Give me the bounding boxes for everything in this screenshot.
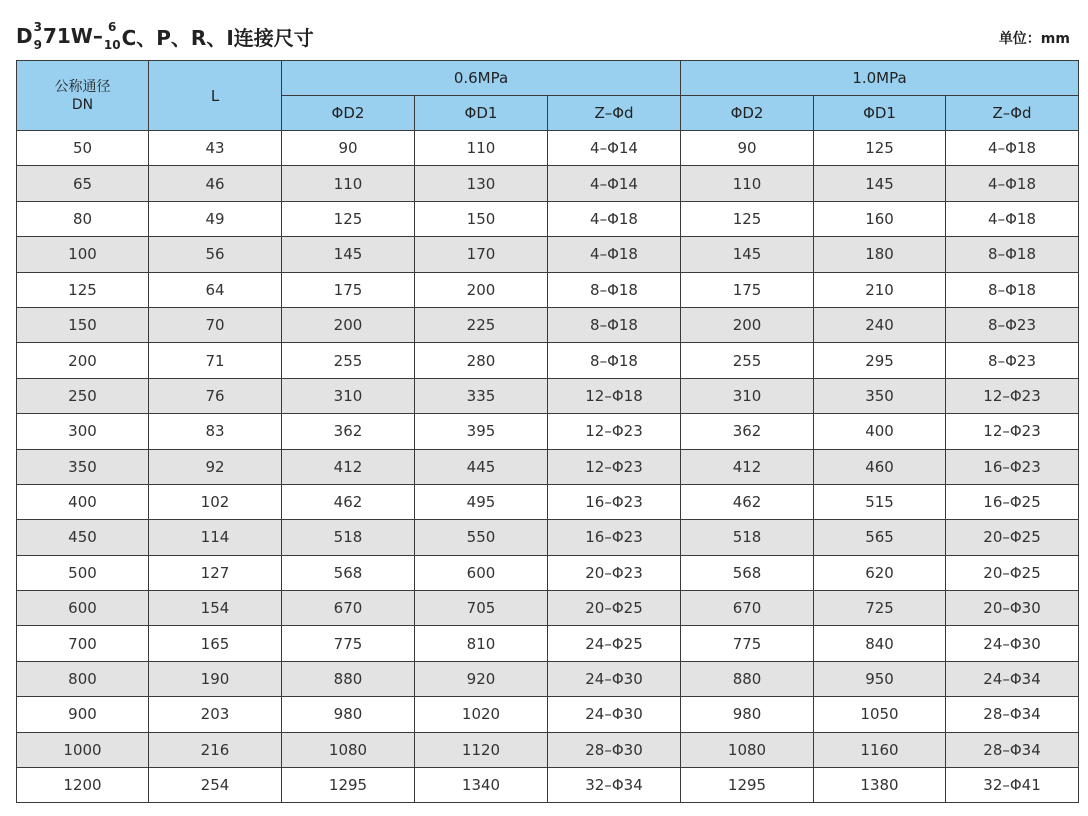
table-row xyxy=(17,484,1079,519)
table-cell: 145 xyxy=(681,237,814,272)
table-cell: 12–Φ18 xyxy=(548,378,681,413)
table-cell: 1050 xyxy=(814,697,946,732)
table-cell: 12–Φ23 xyxy=(548,414,681,449)
table-cell: 28–Φ34 xyxy=(946,732,1079,767)
table-cell: 980 xyxy=(681,697,814,732)
table-cell: 4–Φ18 xyxy=(946,201,1079,236)
table-cell: 24–Φ25 xyxy=(548,626,681,661)
table-cell: 16–Φ23 xyxy=(548,520,681,555)
table-cell: 12–Φ23 xyxy=(548,449,681,484)
table-cell: 90 xyxy=(681,131,814,166)
title-prefix: D xyxy=(16,24,33,48)
dimension-table xyxy=(16,60,1079,803)
table-cell: 565 xyxy=(814,520,946,555)
table-cell: 110 xyxy=(415,131,548,166)
header-dn-line2: DN xyxy=(71,96,94,113)
table-cell: 880 xyxy=(681,661,814,696)
table-cell: 200 xyxy=(17,343,149,378)
table-cell: 175 xyxy=(681,272,814,307)
table-cell: 56 xyxy=(149,237,282,272)
table-row xyxy=(17,449,1079,484)
table-cell: 670 xyxy=(282,591,415,626)
table-cell: 210 xyxy=(814,272,946,307)
table-cell: 705 xyxy=(415,591,548,626)
table-cell: 24–Φ34 xyxy=(946,661,1079,696)
table-cell: 24–Φ30 xyxy=(548,661,681,696)
table-cell: 1020 xyxy=(415,697,548,732)
table-cell: 150 xyxy=(17,307,149,342)
table-cell: 175 xyxy=(282,272,415,307)
table-cell: 400 xyxy=(814,414,946,449)
table-cell: 1295 xyxy=(681,768,814,803)
table-cell: 20–Φ25 xyxy=(548,591,681,626)
table-cell: 4–Φ18 xyxy=(548,237,681,272)
table-cell: 8–Φ18 xyxy=(946,237,1079,272)
table-cell: 568 xyxy=(282,555,415,590)
table-cell: 362 xyxy=(282,414,415,449)
table-cell: 125 xyxy=(17,272,149,307)
table-cell: 90 xyxy=(282,131,415,166)
table-cell: 180 xyxy=(814,237,946,272)
table-cell: 280 xyxy=(415,343,548,378)
table-cell: 500 xyxy=(17,555,149,590)
table-cell: 450 xyxy=(17,520,149,555)
table-cell: 462 xyxy=(282,484,415,519)
header-row-1 xyxy=(17,61,1079,96)
table-header xyxy=(17,61,1079,131)
table-cell: 110 xyxy=(681,166,814,201)
table-cell: 216 xyxy=(149,732,282,767)
title-mid: 71W– xyxy=(42,24,103,48)
table-cell: 24–Φ30 xyxy=(548,697,681,732)
header-sub: Z–Φd xyxy=(946,96,1079,131)
table-row xyxy=(17,201,1079,236)
header-l: L xyxy=(149,61,282,131)
table-cell: 1295 xyxy=(282,768,415,803)
table-cell: 460 xyxy=(814,449,946,484)
table-cell: 64 xyxy=(149,272,282,307)
table-cell: 254 xyxy=(149,768,282,803)
table-cell: 310 xyxy=(282,378,415,413)
table-cell: 160 xyxy=(814,201,946,236)
table-cell: 4–Φ14 xyxy=(548,166,681,201)
header-sub: ΦD2 xyxy=(681,96,814,131)
table-cell: 980 xyxy=(282,697,415,732)
table-cell: 880 xyxy=(282,661,415,696)
table-row xyxy=(17,732,1079,767)
title-sub-2: 10 xyxy=(103,38,121,52)
table-cell: 568 xyxy=(681,555,814,590)
table-cell: 350 xyxy=(17,449,149,484)
table-body xyxy=(17,131,1079,803)
table-cell: 125 xyxy=(681,201,814,236)
table-cell: 125 xyxy=(282,201,415,236)
table-cell: 518 xyxy=(282,520,415,555)
title-suffix: C、P、R、I连接尺寸 xyxy=(121,25,314,50)
table-cell: 127 xyxy=(149,555,282,590)
table-cell: 200 xyxy=(681,307,814,342)
table-cell: 43 xyxy=(149,131,282,166)
table-cell: 32–Φ41 xyxy=(946,768,1079,803)
table-cell: 1340 xyxy=(415,768,548,803)
table-row xyxy=(17,237,1079,272)
table-cell: 8–Φ18 xyxy=(548,343,681,378)
table-cell: 4–Φ18 xyxy=(946,166,1079,201)
table-cell: 1380 xyxy=(814,768,946,803)
table-cell: 65 xyxy=(17,166,149,201)
table-cell: 76 xyxy=(149,378,282,413)
table-cell: 145 xyxy=(814,166,946,201)
table-cell: 92 xyxy=(149,449,282,484)
table-cell: 412 xyxy=(282,449,415,484)
header-sub: ΦD1 xyxy=(814,96,946,131)
table-cell: 1200 xyxy=(17,768,149,803)
table-cell: 8–Φ18 xyxy=(548,307,681,342)
table-cell: 255 xyxy=(282,343,415,378)
table-cell: 20–Φ30 xyxy=(946,591,1079,626)
table-cell: 130 xyxy=(415,166,548,201)
title-sup-2: 6 xyxy=(108,20,117,34)
header-sub: ΦD2 xyxy=(282,96,415,131)
table-cell: 12–Φ23 xyxy=(946,378,1079,413)
table-cell: 71 xyxy=(149,343,282,378)
table-row xyxy=(17,768,1079,803)
table-cell: 400 xyxy=(17,484,149,519)
table-cell: 165 xyxy=(149,626,282,661)
table-cell: 16–Φ25 xyxy=(946,484,1079,519)
table-cell: 1120 xyxy=(415,732,548,767)
title-sup-1: 3 xyxy=(33,20,42,34)
table-cell: 810 xyxy=(415,626,548,661)
table-cell: 46 xyxy=(149,166,282,201)
table-cell: 100 xyxy=(17,237,149,272)
table-row xyxy=(17,520,1079,555)
table-cell: 515 xyxy=(814,484,946,519)
table-cell: 920 xyxy=(415,661,548,696)
table-cell: 154 xyxy=(149,591,282,626)
table-cell: 335 xyxy=(415,378,548,413)
title-stack-1 xyxy=(34,21,42,51)
table-cell: 350 xyxy=(814,378,946,413)
table-cell: 20–Φ25 xyxy=(946,555,1079,590)
table-row xyxy=(17,661,1079,696)
table-cell: 80 xyxy=(17,201,149,236)
table-cell: 50 xyxy=(17,131,149,166)
table-cell: 24–Φ30 xyxy=(946,626,1079,661)
table-cell: 1080 xyxy=(282,732,415,767)
table-cell: 1080 xyxy=(681,732,814,767)
header-sub: ΦD1 xyxy=(415,96,548,131)
table-cell: 8–Φ18 xyxy=(946,272,1079,307)
table-cell: 295 xyxy=(814,343,946,378)
table-cell: 900 xyxy=(17,697,149,732)
table-cell: 1160 xyxy=(814,732,946,767)
table-cell: 600 xyxy=(17,591,149,626)
table-cell: 620 xyxy=(814,555,946,590)
table-cell: 8–Φ23 xyxy=(946,307,1079,342)
table-cell: 255 xyxy=(681,343,814,378)
table-cell: 203 xyxy=(149,697,282,732)
table-row xyxy=(17,414,1079,449)
table-cell: 8–Φ18 xyxy=(548,272,681,307)
table-cell: 445 xyxy=(415,449,548,484)
header-dn xyxy=(17,61,149,131)
table-cell: 70 xyxy=(149,307,282,342)
table-cell: 114 xyxy=(149,520,282,555)
table-cell: 28–Φ30 xyxy=(548,732,681,767)
table-row xyxy=(17,378,1079,413)
page-title xyxy=(16,14,314,58)
table-cell: 49 xyxy=(149,201,282,236)
table-cell: 362 xyxy=(681,414,814,449)
table-cell: 518 xyxy=(681,520,814,555)
table-cell: 200 xyxy=(282,307,415,342)
table-cell: 190 xyxy=(149,661,282,696)
table-row xyxy=(17,307,1079,342)
table-cell: 200 xyxy=(415,272,548,307)
table-cell: 775 xyxy=(681,626,814,661)
table-cell: 4–Φ18 xyxy=(946,131,1079,166)
header-group-10mpa: 1.0MPa xyxy=(681,61,1079,96)
header-sub: Z–Φd xyxy=(548,96,681,131)
table-row xyxy=(17,131,1079,166)
table-cell: 950 xyxy=(814,661,946,696)
table-cell: 462 xyxy=(681,484,814,519)
table-cell: 600 xyxy=(415,555,548,590)
table-cell: 102 xyxy=(149,484,282,519)
table-cell: 20–Φ23 xyxy=(548,555,681,590)
table-cell: 495 xyxy=(415,484,548,519)
table-cell: 250 xyxy=(17,378,149,413)
table-cell: 83 xyxy=(149,414,282,449)
table-cell: 170 xyxy=(415,237,548,272)
table-cell: 670 xyxy=(681,591,814,626)
table-cell: 28–Φ34 xyxy=(946,697,1079,732)
table-row xyxy=(17,343,1079,378)
table-cell: 12–Φ23 xyxy=(946,414,1079,449)
title-sub-1: 9 xyxy=(33,38,42,52)
table-cell: 20–Φ25 xyxy=(946,520,1079,555)
table-row xyxy=(17,166,1079,201)
table-cell: 300 xyxy=(17,414,149,449)
title-stack-2 xyxy=(104,21,121,51)
table-cell: 840 xyxy=(814,626,946,661)
table-cell: 150 xyxy=(415,201,548,236)
table-cell: 16–Φ23 xyxy=(548,484,681,519)
table-cell: 16–Φ23 xyxy=(946,449,1079,484)
table-cell: 775 xyxy=(282,626,415,661)
header-dn-line1: 公称通径 xyxy=(54,78,111,95)
unit-label: 单位：mm xyxy=(998,31,1070,47)
table-cell: 4–Φ14 xyxy=(548,131,681,166)
table-cell: 145 xyxy=(282,237,415,272)
table-cell: 700 xyxy=(17,626,149,661)
header-group-06mpa: 0.6MPa xyxy=(282,61,681,96)
table-row xyxy=(17,591,1079,626)
table-cell: 225 xyxy=(415,307,548,342)
table-cell: 110 xyxy=(282,166,415,201)
table-cell: 310 xyxy=(681,378,814,413)
table-cell: 725 xyxy=(814,591,946,626)
table-cell: 395 xyxy=(415,414,548,449)
table-row xyxy=(17,555,1079,590)
table-cell: 32–Φ34 xyxy=(548,768,681,803)
table-cell: 550 xyxy=(415,520,548,555)
table-cell: 4–Φ18 xyxy=(548,201,681,236)
table-cell: 240 xyxy=(814,307,946,342)
table-row xyxy=(17,626,1079,661)
table-row xyxy=(17,697,1079,732)
table-cell: 412 xyxy=(681,449,814,484)
table-cell: 8–Φ23 xyxy=(946,343,1079,378)
table-row xyxy=(17,272,1079,307)
table-cell: 125 xyxy=(814,131,946,166)
table-cell: 800 xyxy=(17,661,149,696)
table-cell: 1000 xyxy=(17,732,149,767)
